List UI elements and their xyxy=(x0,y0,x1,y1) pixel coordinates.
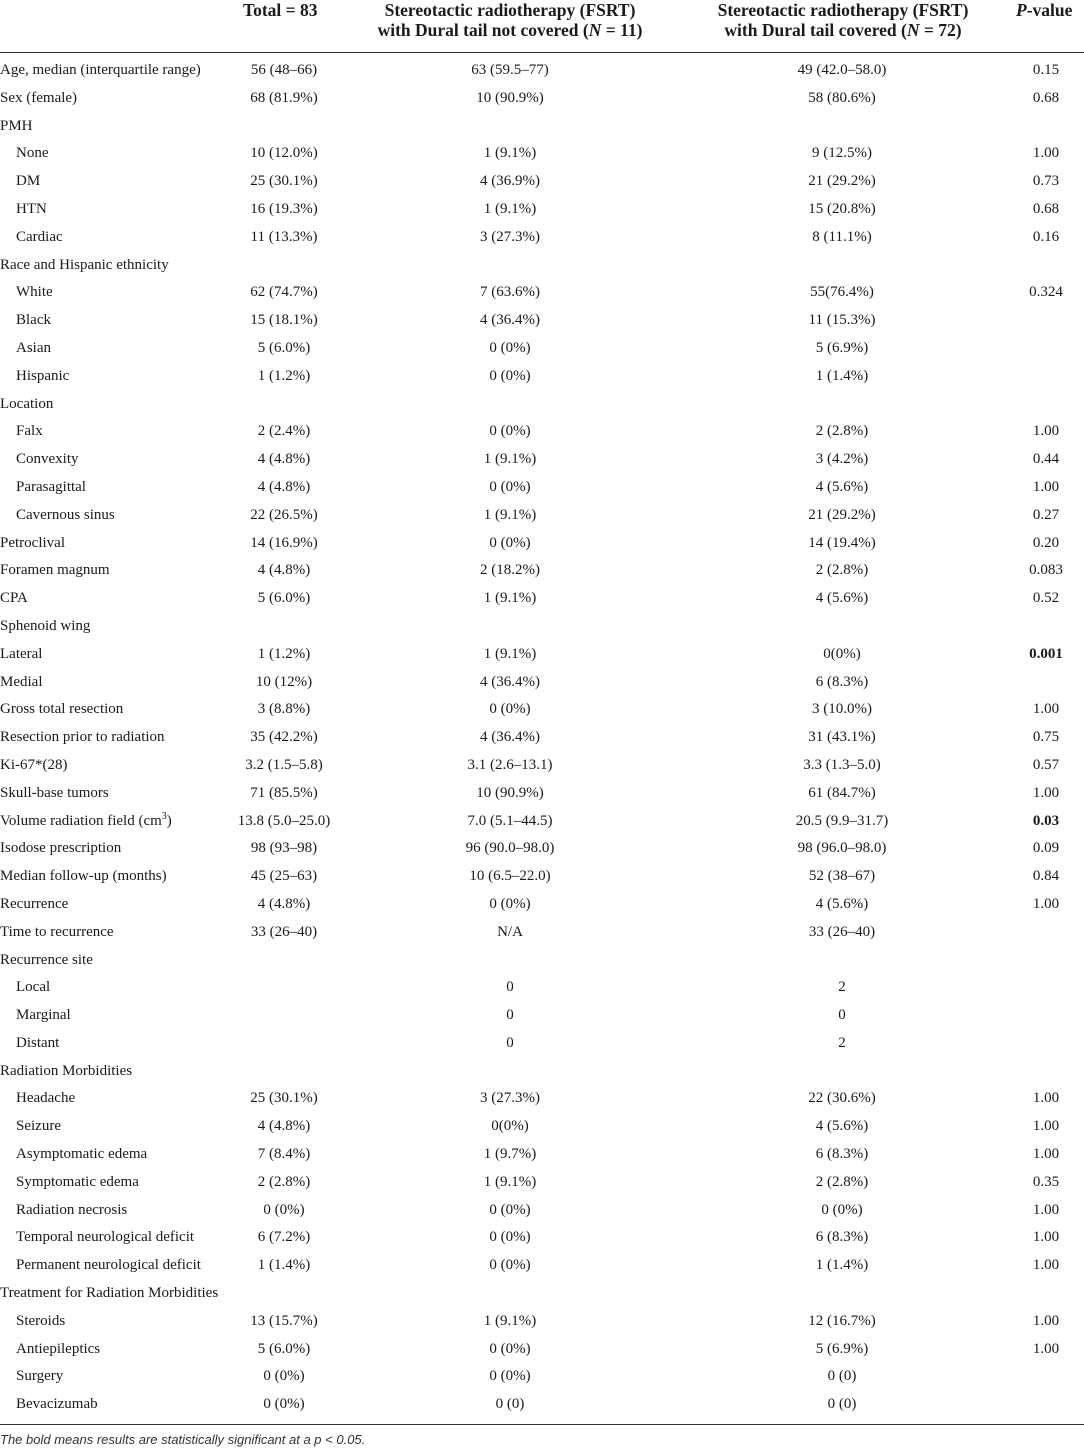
footnote: The bold means results are statistically significant at a p < 0.05. xyxy=(0,1432,366,1447)
cell-total: 0 (0%) xyxy=(263,1201,305,1218)
cell-dural-tail-covered: 22 (30.6%) xyxy=(808,1090,876,1107)
cell-dural-tail-not-covered: 10 (90.9%) xyxy=(476,784,544,801)
cell-total: 13 (15.7%) xyxy=(250,1312,318,1329)
cell-dural-tail-not-covered: 0(0%) xyxy=(491,1118,529,1135)
cell-total: 3 (8.8%) xyxy=(257,701,311,718)
cell-dural-tail-not-covered: 7.0 (5.1–44.5) xyxy=(467,812,553,829)
table-row xyxy=(0,140,1084,168)
row-label: Convexity xyxy=(16,451,79,468)
cell-dural-tail-not-covered: 0 (0%) xyxy=(489,478,531,495)
cell-dural-tail-not-covered: 3 (27.3%) xyxy=(480,1090,540,1107)
cell-total: 16 (19.3%) xyxy=(250,200,318,217)
cell-p-value: 0.75 xyxy=(1032,729,1060,746)
table-row xyxy=(0,252,1084,280)
cell-dural-tail-covered: 33 (26–40) xyxy=(808,923,876,940)
row-label: Medial xyxy=(0,673,43,690)
cell-dural-tail-not-covered: 0 (0%) xyxy=(489,423,531,440)
table-row xyxy=(0,1141,1084,1169)
cell-dural-tail-not-covered: 10 (90.9%) xyxy=(476,89,544,106)
row-label: Surgery xyxy=(16,1368,64,1385)
cell-dural-tail-not-covered: 0 xyxy=(506,1007,514,1024)
row-label: Gross total resection xyxy=(0,701,124,718)
cell-dural-tail-not-covered: 7 (63.6%) xyxy=(480,284,540,301)
cell-dural-tail-not-covered: 1 (9.1%) xyxy=(483,451,537,468)
table-row xyxy=(0,752,1084,780)
row-label: Skull-base tumors xyxy=(0,784,109,801)
cell-dural-tail-not-covered: 0 (0%) xyxy=(489,339,531,356)
cell-dural-tail-covered: 2 xyxy=(838,1034,846,1051)
cell-total: 4 (4.8%) xyxy=(257,451,311,468)
cell-p-value: 0.03 xyxy=(1032,812,1060,829)
cell-dural-tail-not-covered: 0 xyxy=(506,979,514,996)
cell-p-value: 0.16 xyxy=(1032,228,1060,245)
cell-dural-tail-covered: 1 (1.4%) xyxy=(815,367,869,384)
table-row xyxy=(0,279,1084,307)
header-group-covered-line2: with Dural tail covered (N = 72) xyxy=(724,20,962,40)
table-row xyxy=(0,335,1084,363)
table-row xyxy=(0,780,1084,808)
row-label: Hispanic xyxy=(16,367,70,384)
row-label: Symptomatic edema xyxy=(16,1173,139,1190)
table-row xyxy=(0,1058,1084,1086)
row-label: PMH xyxy=(0,117,33,134)
cell-dural-tail-not-covered: N/A xyxy=(497,923,523,940)
row-label: Falx xyxy=(16,423,43,440)
row-label: Cavernous sinus xyxy=(16,506,115,523)
cell-total: 4 (4.8%) xyxy=(257,562,311,579)
cell-dural-tail-not-covered: 1 (9.1%) xyxy=(483,1312,537,1329)
cell-total: 6 (7.2%) xyxy=(257,1229,311,1246)
cell-p-value: 1.00 xyxy=(1032,1257,1060,1274)
cell-dural-tail-covered: 2 xyxy=(838,979,846,996)
cell-dural-tail-not-covered: 0 (0%) xyxy=(489,895,531,912)
table-row xyxy=(0,224,1084,252)
cell-p-value: 1.00 xyxy=(1032,701,1060,718)
cell-total: 35 (42.2%) xyxy=(250,729,318,746)
table-row xyxy=(0,1169,1084,1197)
table-row xyxy=(0,1085,1084,1113)
cell-dural-tail-covered: 5 (6.9%) xyxy=(815,339,869,356)
cell-p-value: 1.00 xyxy=(1032,1118,1060,1135)
row-label: Ki-67*(28) xyxy=(0,756,68,773)
cell-dural-tail-covered: 2 (2.8%) xyxy=(815,1173,869,1190)
table-header xyxy=(0,0,1084,60)
table-row xyxy=(0,474,1084,502)
row-label: Bevacizumab xyxy=(16,1396,98,1413)
row-label: White xyxy=(16,284,53,301)
cell-p-value: 0.52 xyxy=(1032,590,1060,607)
row-label: DM xyxy=(16,173,41,190)
cell-total: 71 (85.5%) xyxy=(250,784,318,801)
cell-total: 2 (2.8%) xyxy=(257,1173,311,1190)
table-body xyxy=(0,57,1084,1419)
table-row xyxy=(0,168,1084,196)
cell-p-value: 0.73 xyxy=(1032,173,1060,190)
cell-dural-tail-not-covered: 1 (9.1%) xyxy=(483,1173,537,1190)
row-label: Isodose prescription xyxy=(0,840,122,857)
cell-total: 4 (4.8%) xyxy=(257,1118,311,1135)
cell-total: 5 (6.0%) xyxy=(257,339,311,356)
cell-dural-tail-covered: 61 (84.7%) xyxy=(808,784,876,801)
cell-total: 98 (93–98) xyxy=(250,840,318,857)
cell-p-value: 1.00 xyxy=(1032,1201,1060,1218)
table-row xyxy=(0,919,1084,947)
cell-dural-tail-not-covered: 4 (36.4%) xyxy=(480,312,540,329)
row-label: HTN xyxy=(16,200,47,217)
table-row xyxy=(0,418,1084,446)
cell-p-value: 0.57 xyxy=(1032,756,1060,773)
table-row xyxy=(0,307,1084,335)
row-label: Asian xyxy=(16,339,51,356)
cell-p-value: 1.00 xyxy=(1032,1090,1060,1107)
cell-dural-tail-covered: 49 (42.0–58.0) xyxy=(797,62,887,78)
cell-dural-tail-covered: 52 (38–67) xyxy=(808,868,876,885)
cell-dural-tail-covered: 98 (96.0–98.0) xyxy=(797,840,887,857)
cell-total: 33 (26–40) xyxy=(250,923,318,940)
table-row xyxy=(0,557,1084,585)
cell-total: 7 (8.4%) xyxy=(257,1146,311,1163)
cell-dural-tail-covered: 4 (5.6%) xyxy=(815,1118,869,1135)
cell-p-value: 0.15 xyxy=(1032,62,1060,78)
table-row xyxy=(0,696,1084,724)
cell-dural-tail-covered: 6 (8.3%) xyxy=(815,673,869,690)
row-label: Foramen magnum xyxy=(0,562,110,579)
table-row xyxy=(0,947,1084,975)
table-row xyxy=(0,613,1084,641)
cell-p-value: 0.68 xyxy=(1032,200,1060,217)
cell-p-value: 1.00 xyxy=(1032,478,1060,495)
row-label: Lateral xyxy=(0,645,43,662)
table-row xyxy=(0,669,1084,697)
cell-total: 11 (13.3%) xyxy=(250,228,318,245)
table-row xyxy=(0,1197,1084,1225)
cell-dural-tail-covered: 31 (43.1%) xyxy=(808,729,876,746)
table-row xyxy=(0,196,1084,224)
row-label: Time to recurrence xyxy=(0,923,114,940)
cell-dural-tail-covered: 21 (29.2%) xyxy=(808,173,876,190)
cell-dural-tail-covered: 5 (6.9%) xyxy=(815,1340,869,1357)
cell-dural-tail-covered: 6 (8.3%) xyxy=(815,1229,869,1246)
table-row xyxy=(0,1252,1084,1280)
cell-dural-tail-not-covered: 4 (36.9%) xyxy=(480,173,540,190)
table-row xyxy=(0,835,1084,863)
cell-dural-tail-not-covered: 0 (0) xyxy=(495,1396,525,1413)
cell-total: 14 (16.9%) xyxy=(250,534,318,551)
cell-total: 10 (12.0%) xyxy=(250,145,318,162)
table-row xyxy=(0,1363,1084,1391)
row-label: Median follow-up (months) xyxy=(0,868,167,885)
cell-dural-tail-not-covered: 1 (9.1%) xyxy=(483,145,537,162)
cell-dural-tail-not-covered: 10 (6.5–22.0) xyxy=(469,868,551,885)
cell-dural-tail-covered: 3 (4.2%) xyxy=(815,451,869,468)
row-label: Petroclival xyxy=(0,534,65,551)
cell-dural-tail-not-covered: 1 (9.1%) xyxy=(483,200,537,217)
table-row xyxy=(0,1308,1084,1336)
cell-dural-tail-not-covered: 96 (90.0–98.0) xyxy=(465,840,555,857)
table-row xyxy=(0,641,1084,669)
header-group-not-covered xyxy=(352,0,668,40)
cell-total: 4 (4.8%) xyxy=(257,478,311,495)
cell-dural-tail-not-covered: 63 (59.5–77) xyxy=(471,62,549,78)
table-row xyxy=(0,530,1084,558)
cell-total: 62 (74.7%) xyxy=(250,284,318,301)
row-label: Distant xyxy=(16,1034,60,1051)
row-label: Recurrence xyxy=(0,895,69,912)
cell-total: 68 (81.9%) xyxy=(250,89,318,106)
row-label: Marginal xyxy=(16,1007,71,1024)
table-row xyxy=(0,974,1084,1002)
cell-dural-tail-covered: 12 (16.7%) xyxy=(808,1312,876,1329)
header-group-not-covered-line1: Stereotactic radiotherapy (FSRT) xyxy=(384,0,636,20)
cell-dural-tail-not-covered: 0 (0%) xyxy=(489,1201,531,1218)
row-label: None xyxy=(16,145,49,162)
row-label: Age, median (interquartile range) xyxy=(0,62,201,78)
row-label: Radiation necrosis xyxy=(16,1201,128,1218)
table-row xyxy=(0,1113,1084,1141)
cell-p-value: 0.35 xyxy=(1032,1173,1060,1190)
header-group-not-covered-line2: with Dural tail not covered (N = 11) xyxy=(377,20,643,40)
row-label: Sphenoid wing xyxy=(0,617,91,634)
cell-dural-tail-not-covered: 3.1 (2.6–13.1) xyxy=(467,756,553,773)
cell-dural-tail-not-covered: 0 (0%) xyxy=(489,534,531,551)
cell-dural-tail-not-covered: 4 (36.4%) xyxy=(480,673,540,690)
table-row xyxy=(0,363,1084,391)
cell-dural-tail-covered: 11 (15.3%) xyxy=(808,312,876,329)
header-total: Total = 83 xyxy=(243,0,318,20)
table-row xyxy=(0,863,1084,891)
cell-dural-tail-not-covered: 0 (0%) xyxy=(489,701,531,718)
row-label: Location xyxy=(0,395,54,412)
cell-total: 56 (48–66) xyxy=(250,62,318,78)
cell-p-value: 0.44 xyxy=(1032,451,1060,468)
cell-dural-tail-not-covered: 3 (27.3%) xyxy=(480,228,540,245)
cell-p-value: 1.00 xyxy=(1032,1312,1060,1329)
cell-dural-tail-not-covered: 0 (0%) xyxy=(489,1257,531,1274)
cell-total: 0 (0%) xyxy=(263,1396,305,1413)
cell-total: 5 (6.0%) xyxy=(257,1340,311,1357)
cell-total: 2 (2.4%) xyxy=(257,423,311,440)
cell-p-value: 0.27 xyxy=(1032,506,1060,523)
cell-p-value: 1.00 xyxy=(1032,784,1060,801)
cell-dural-tail-covered: 4 (5.6%) xyxy=(815,590,869,607)
row-label: Black xyxy=(16,312,51,329)
header-group-covered xyxy=(696,0,990,40)
row-label: CPA xyxy=(0,590,28,607)
cell-total: 25 (30.1%) xyxy=(250,173,318,190)
header-rule xyxy=(0,52,1084,53)
row-label: Local xyxy=(16,979,51,996)
cell-total: 22 (26.5%) xyxy=(250,506,318,523)
cell-total: 45 (25–63) xyxy=(250,868,318,885)
table-row xyxy=(0,1336,1084,1364)
cell-total: 3.2 (1.5–5.8) xyxy=(245,756,323,773)
cell-p-value: 1.00 xyxy=(1032,1340,1060,1357)
table-row xyxy=(0,391,1084,419)
table-row xyxy=(0,502,1084,530)
cell-p-value: 1.00 xyxy=(1032,145,1060,162)
table-row xyxy=(0,1391,1084,1419)
cell-dural-tail-covered: 6 (8.3%) xyxy=(815,1146,869,1163)
cell-dural-tail-covered: 0 (0%) xyxy=(821,1201,863,1218)
cell-p-value: 0.20 xyxy=(1032,534,1060,551)
row-label: Cardiac xyxy=(16,228,63,245)
table-row xyxy=(0,446,1084,474)
cell-dural-tail-covered: 8 (11.1%) xyxy=(812,228,872,245)
cell-dural-tail-covered: 4 (5.6%) xyxy=(815,478,869,495)
cell-dural-tail-covered: 3.3 (1.3–5.0) xyxy=(803,756,881,773)
row-label: Treatment for Radiation Morbidities xyxy=(0,1285,219,1302)
cell-total: 1 (1.2%) xyxy=(257,367,311,384)
row-label: Resection prior to radiation xyxy=(0,729,165,746)
cell-total: 1 (1.2%) xyxy=(257,645,311,662)
cell-dural-tail-not-covered: 1 (9.1%) xyxy=(483,506,537,523)
cell-dural-tail-covered: 9 (12.5%) xyxy=(812,145,872,162)
cell-dural-tail-covered: 0 xyxy=(838,1007,846,1024)
table-row xyxy=(0,585,1084,613)
row-label: Temporal neurological deficit xyxy=(16,1229,195,1246)
table-row xyxy=(0,724,1084,752)
cell-p-value: 1.00 xyxy=(1032,1229,1060,1246)
cell-dural-tail-covered: 2 (2.8%) xyxy=(815,423,869,440)
cell-p-value: 0.84 xyxy=(1032,868,1060,885)
row-label: Recurrence site xyxy=(0,951,93,968)
cell-p-value: 0.324 xyxy=(1029,284,1063,301)
cell-dural-tail-covered: 1 (1.4%) xyxy=(815,1257,869,1274)
table-bottom-rule xyxy=(0,1424,1084,1425)
row-label: Antiepileptics xyxy=(16,1340,101,1357)
cell-dural-tail-covered: 3 (10.0%) xyxy=(812,701,872,718)
cell-dural-tail-covered: 0 (0) xyxy=(827,1368,857,1385)
row-label: Steroids xyxy=(16,1312,66,1329)
row-label: Sex (female) xyxy=(0,89,78,106)
row-label: Asymptomatic edema xyxy=(16,1146,148,1163)
table-row xyxy=(0,57,1084,85)
cell-dural-tail-covered: 58 (80.6%) xyxy=(808,89,876,106)
header-group-covered-line1: Stereotactic radiotherapy (FSRT) xyxy=(717,0,969,20)
cell-dural-tail-not-covered: 0 (0%) xyxy=(489,1229,531,1246)
table-row xyxy=(0,1224,1084,1252)
cell-dural-tail-covered: 2 (2.8%) xyxy=(815,562,869,579)
cell-dural-tail-not-covered: 1 (9.1%) xyxy=(483,590,537,607)
cell-dural-tail-covered: 0(0%) xyxy=(823,645,861,662)
cell-p-value: 1.00 xyxy=(1032,1146,1060,1163)
cell-p-value: 0.001 xyxy=(1029,645,1063,662)
cell-dural-tail-covered: 14 (19.4%) xyxy=(808,534,876,551)
cell-total: 4 (4.8%) xyxy=(257,895,311,912)
cell-dural-tail-not-covered: 1 (9.7%) xyxy=(483,1146,537,1163)
cell-total: 25 (30.1%) xyxy=(250,1090,318,1107)
cell-dural-tail-not-covered: 0 (0%) xyxy=(489,1340,531,1357)
cell-total: 10 (12%) xyxy=(255,673,313,690)
row-label: Headache xyxy=(16,1090,76,1107)
row-label: Volume radiation field $(cm^3)$ xyxy=(0,810,172,829)
cell-dural-tail-covered: 0 (0) xyxy=(827,1396,857,1413)
cell-p-value: 1.00 xyxy=(1032,423,1060,440)
cell-dural-tail-not-covered: 4 (36.4%) xyxy=(480,729,540,746)
header-p-value: P-value xyxy=(1016,0,1073,20)
table-row xyxy=(0,85,1084,113)
cell-total: 5 (6.0%) xyxy=(257,590,311,607)
cell-p-value: 0.083 xyxy=(1029,562,1063,579)
cell-p-value: 0.68 xyxy=(1032,89,1060,106)
table-row xyxy=(0,1280,1084,1308)
cell-dural-tail-covered: 55(76.4%) xyxy=(810,284,874,301)
row-label: Permanent neurological deficit xyxy=(16,1257,201,1274)
cell-total: 0 (0%) xyxy=(263,1368,305,1385)
cell-p-value: 1.00 xyxy=(1032,895,1060,912)
cell-dural-tail-not-covered: 0 (0%) xyxy=(489,367,531,384)
cell-p-value: 0.09 xyxy=(1032,840,1060,857)
cell-dural-tail-not-covered: 1 (9.1%) xyxy=(483,645,537,662)
table-row xyxy=(0,1002,1084,1030)
cell-dural-tail-covered: 15 (20.8%) xyxy=(808,200,876,217)
table-row xyxy=(0,891,1084,919)
row-label: Race and Hispanic ethnicity xyxy=(0,256,169,273)
cell-dural-tail-covered: 4 (5.6%) xyxy=(815,895,869,912)
table-row xyxy=(0,1030,1084,1058)
cell-total: 15 (18.1%) xyxy=(250,312,318,329)
cell-dural-tail-covered: 20.5 (9.9–31.7) xyxy=(795,812,889,829)
row-label: Parasagittal xyxy=(16,478,86,495)
row-label: Radiation Morbidities xyxy=(0,1062,133,1079)
table-row xyxy=(0,113,1084,141)
table-row xyxy=(0,808,1084,836)
cell-total: 1 (1.4%) xyxy=(257,1257,311,1274)
cell-dural-tail-not-covered: 0 xyxy=(506,1034,514,1051)
cell-total: 13.8 (5.0–25.0) xyxy=(237,812,331,829)
row-label: Seizure xyxy=(16,1118,61,1135)
cell-dural-tail-not-covered: 2 (18.2%) xyxy=(480,562,540,579)
cell-dural-tail-covered: 21 (29.2%) xyxy=(808,506,876,523)
cell-dural-tail-not-covered: 0 (0%) xyxy=(489,1368,531,1385)
